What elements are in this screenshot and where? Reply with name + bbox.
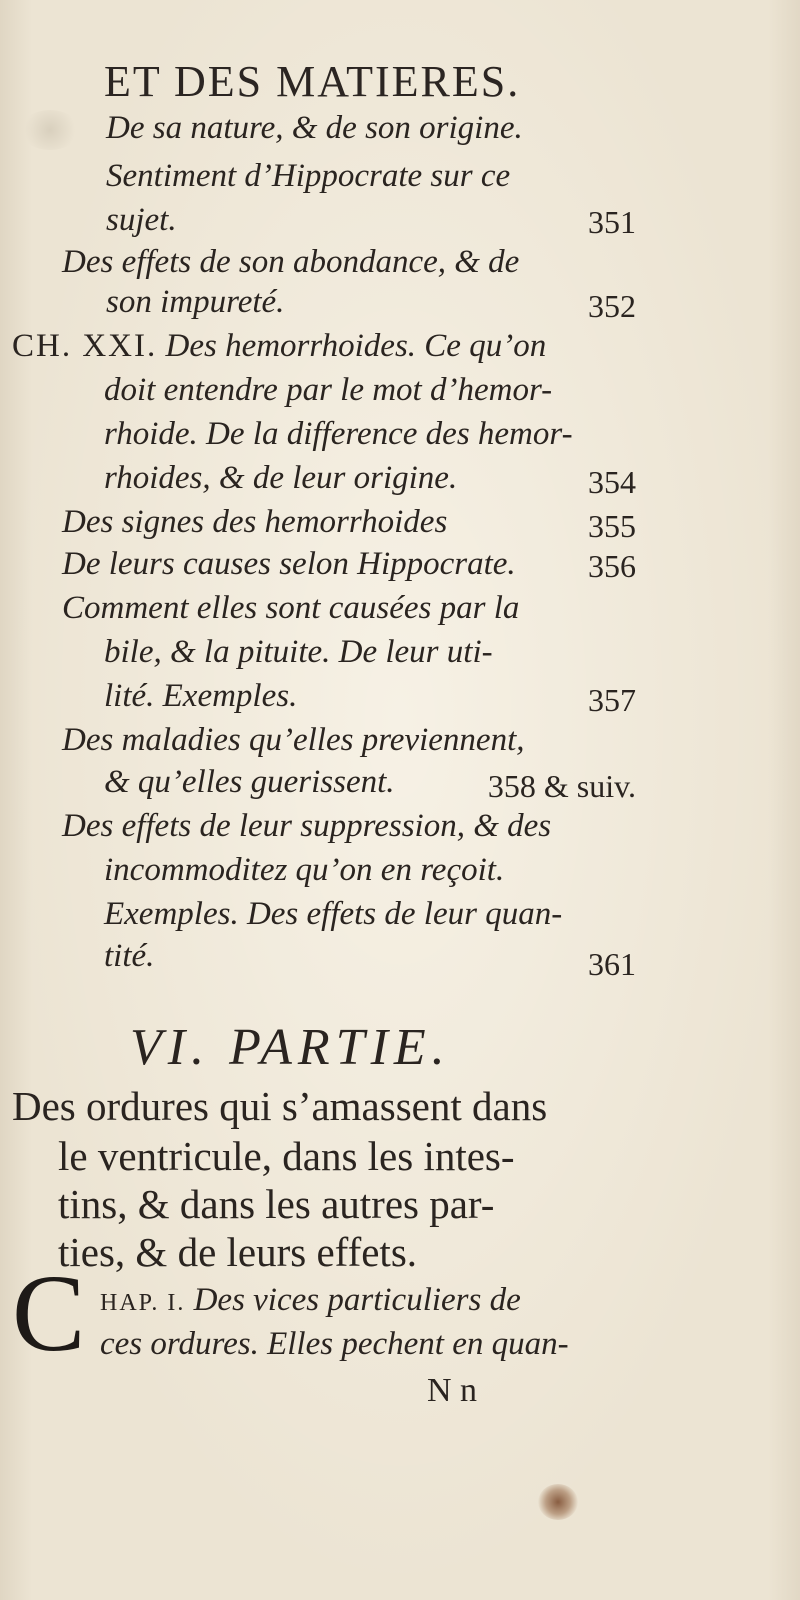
part-title-line: le ventricule, dans les intes- [58, 1133, 515, 1179]
page-number: 351 [588, 204, 636, 240]
chapter-line: ces ordures. Elles pechent en quan- [100, 1326, 569, 1362]
chapter-line [100, 1284, 521, 1317]
index-line: doit entendre par le mot d’hemor- [104, 372, 553, 408]
paper-stain [20, 110, 80, 150]
page-number: 358 & suiv. [487, 768, 636, 804]
part-title-line: ties, & de leurs effets. [58, 1229, 418, 1275]
ink-stain [538, 1484, 578, 1520]
index-line: De sa nature, & de son origine. [106, 110, 523, 146]
index-line [12, 330, 546, 363]
chapter-label: CH. XXI. [12, 328, 158, 364]
index-line: Exemples. Des effets de leur quan- [104, 896, 563, 932]
signature-mark: N n [427, 1372, 478, 1409]
index-line: Des effets de leur suppression, & des [62, 808, 552, 844]
index-line: son impureté. [106, 284, 285, 320]
index-line: Des maladies qu’elles previennent, [62, 722, 525, 758]
index-line: rhoide. De la difference des hemor- [104, 416, 573, 452]
part-heading: VI. PARTIE. [130, 1019, 451, 1076]
index-line: sujet. [106, 202, 177, 238]
index-line: De leurs causes selon Hippocrate. [62, 546, 516, 582]
drop-cap: C [12, 1252, 86, 1374]
page-number: 354 [588, 464, 636, 500]
index-line: Comment elles sont causées par la [62, 590, 520, 626]
index-line: Des signes des hemorrhoides [62, 504, 448, 540]
page-number: 357 [588, 682, 636, 718]
part-title-line: Des ordures qui s’amassent dans [12, 1083, 548, 1129]
page-number: 355 [588, 508, 636, 544]
index-line: & qu’elles guerissent. [104, 764, 395, 800]
chapter-label: HAP. I. [100, 1290, 186, 1316]
page-number: 356 [588, 548, 636, 584]
page-number: 352 [588, 288, 636, 324]
index-line: bile, & la pituite. De leur uti- [104, 634, 493, 670]
index-line: lité. Exemples. [104, 678, 298, 714]
part-title-line: tins, & dans les autres par- [58, 1181, 495, 1227]
index-text: Des hemorrhoides. Ce qu’on [165, 328, 547, 364]
running-head: ET DES MATIERES. [104, 57, 521, 106]
chapter-text: Des vices particuliers de [193, 1282, 521, 1318]
index-line: Sentiment d’Hippocrate sur ce [106, 158, 511, 194]
index-line: tité. [104, 938, 155, 974]
page-number: 361 [588, 946, 636, 982]
index-line: Des effets de son abondance, & de [62, 244, 520, 280]
index-line: rhoides, & de leur origine. [104, 460, 458, 496]
index-line: incommoditez qu’on en reçoit. [104, 852, 505, 888]
